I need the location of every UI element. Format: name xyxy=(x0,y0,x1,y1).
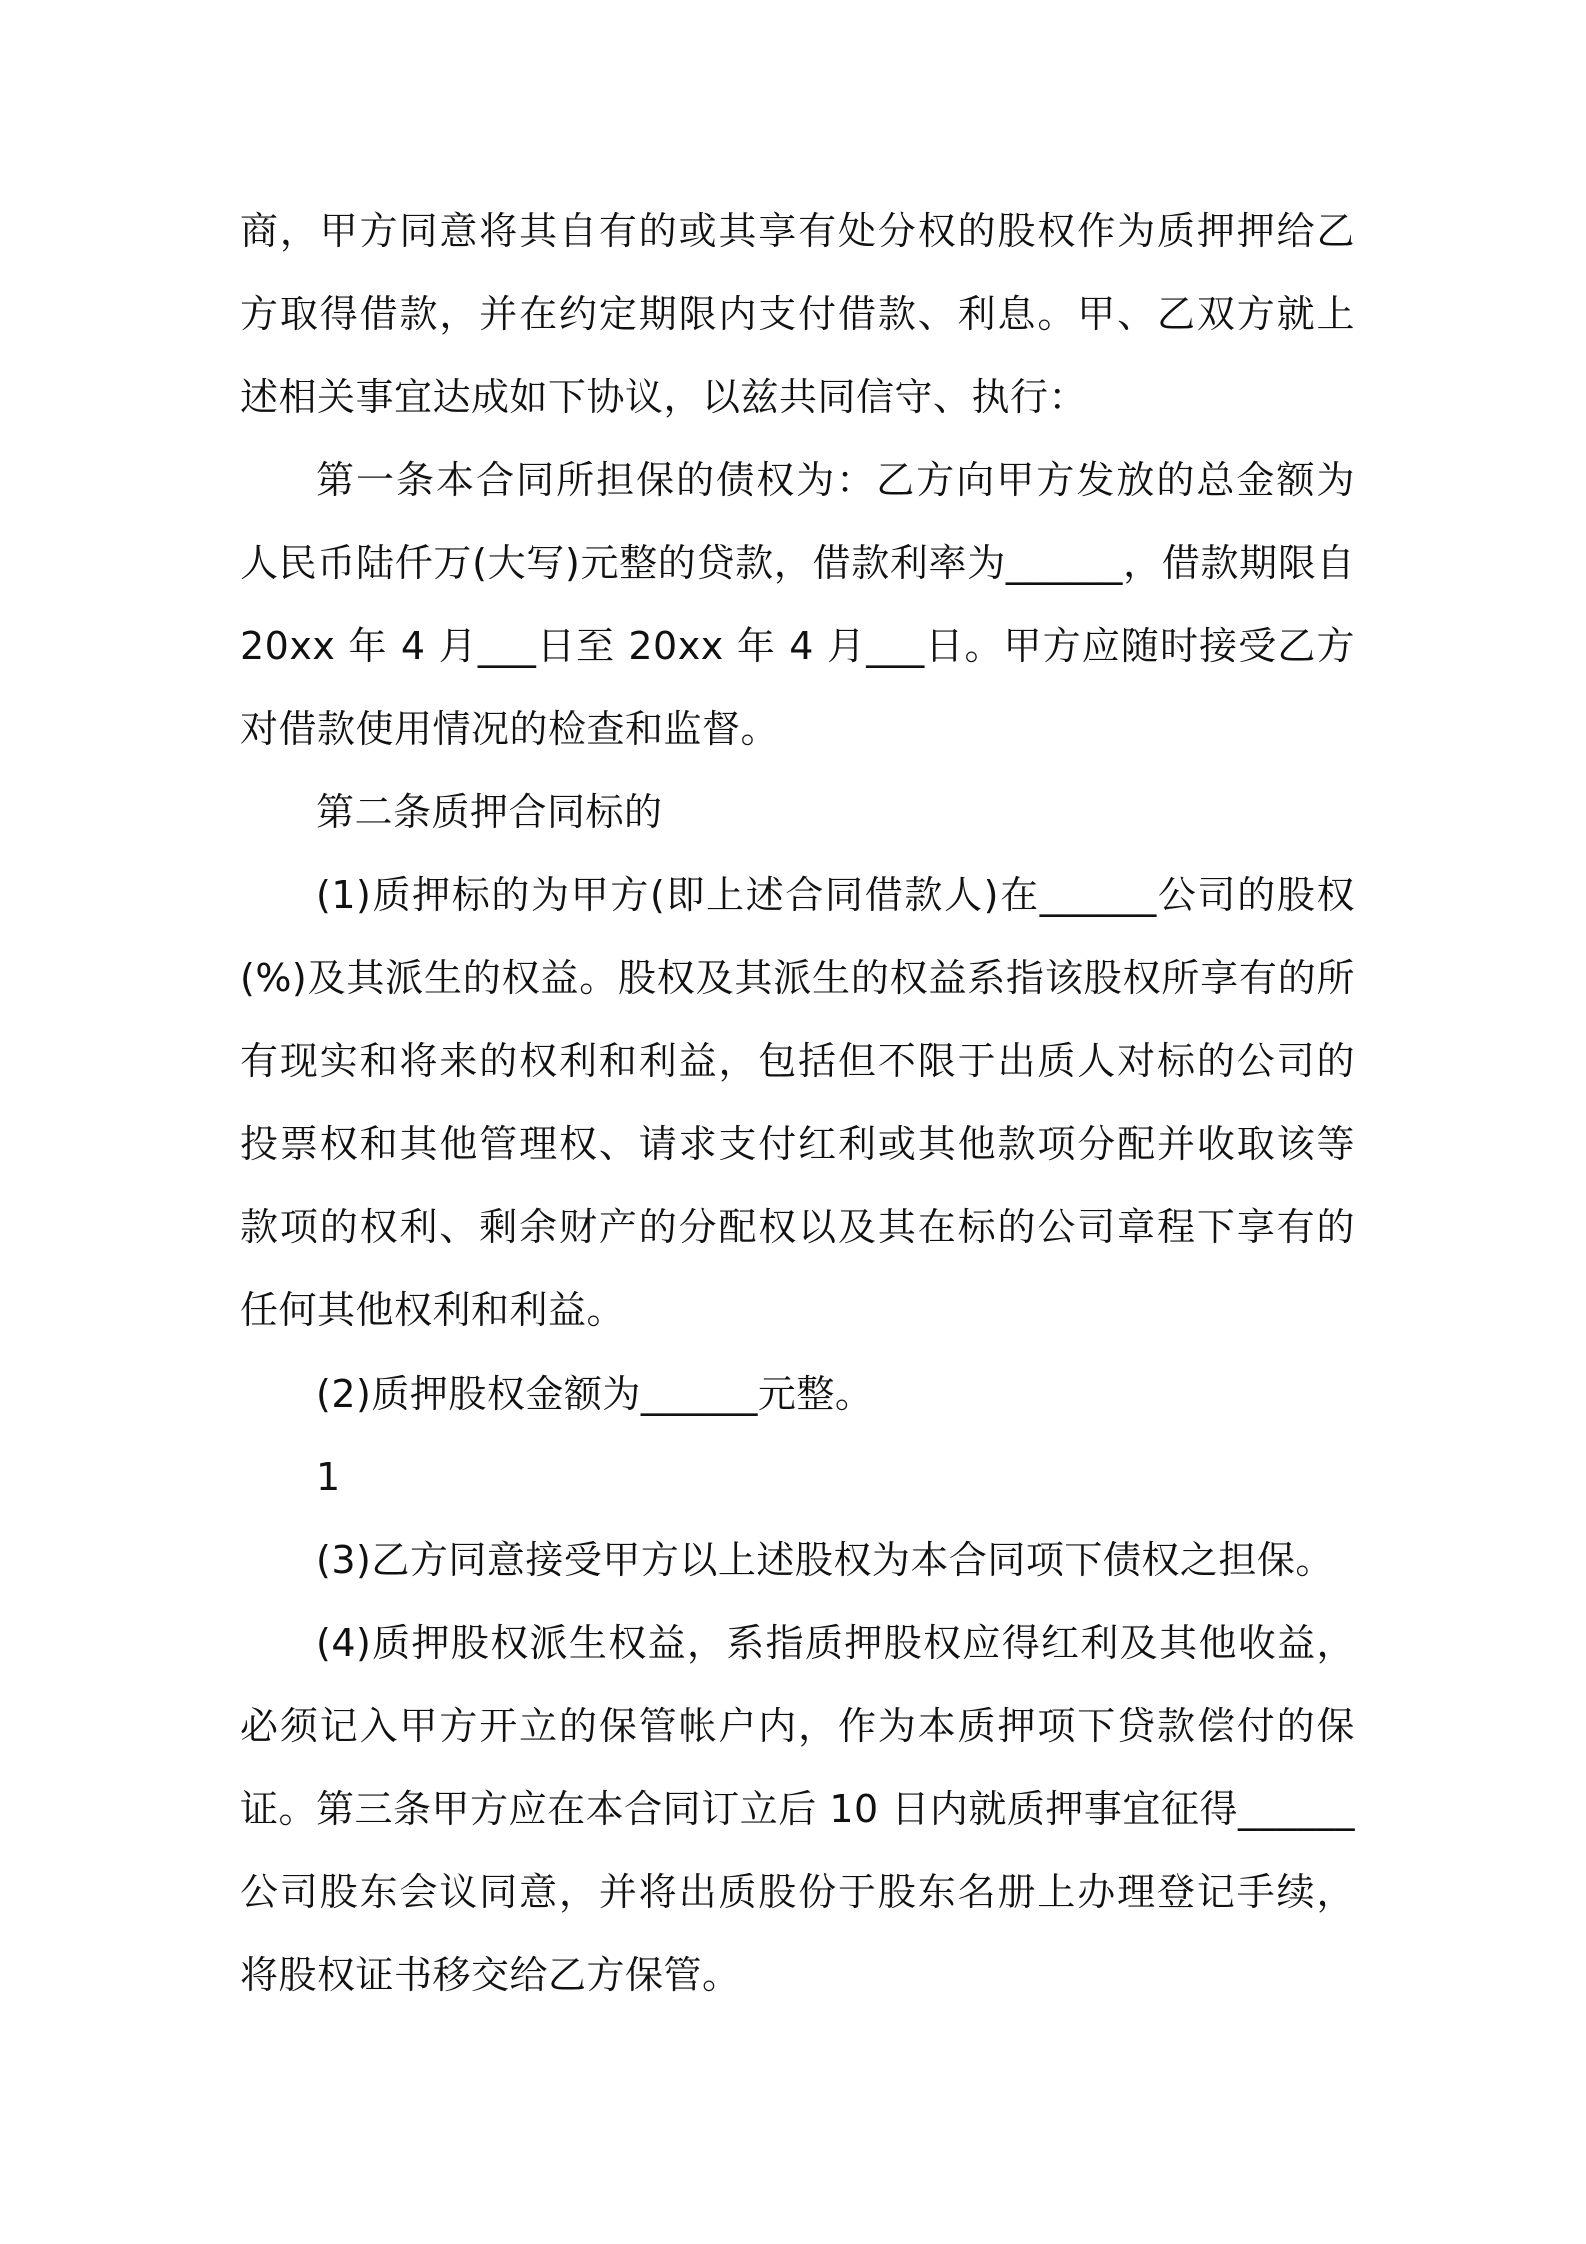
paragraph-article-2-heading: 第二条质押合同标的 xyxy=(316,790,663,834)
paragraph-clause-4: (4)质押股权派生权益，系指质押股权应得红利及其他收益，必须记入甲方开立的保管帐户内，作为本质押项下贷款偿付的保证。 xyxy=(240,1621,1355,1831)
paragraph-article-1: 第一条本合同所担保的债权为：乙方向甲方发放的总金额为人民币陆仟万(大写)元整的贷款，借款利率为______，借款期限自 20xx 年 4 月___日至 20xx 年 4 月___日。甲方应随时接受乙方对借款使用情况的检查和监督。 xyxy=(240,458,1355,751)
paragraph-clause-2: (2)质押股权金额为______元整。 xyxy=(316,1372,874,1416)
paragraph-clause-1: (1)质押标的为甲方(即上述合同借款人)在______公司的股权(%)及其派生的权益。股权及其派生的权益系指该股权所享有的所有现实和将来的权利和利益，包括但不限于出质人对标的公司的投票权和其他管理权、请求支付红利或其他款项分配并收取该等款项的权利、剩余财产的分配权以及其在标的公司章程下享有的任何其他权利和利益。 xyxy=(240,873,1355,1332)
paragraph-clause-3: (3)乙方同意接受甲方以上述股权为本合同项下债权之担保。 xyxy=(316,1538,1334,1582)
page-number: 1 xyxy=(316,1455,341,1499)
paragraph-article-3: 第三条甲方应在本合同订立后 10 日内就质押事宜征得______公司股东会议同意，并将出质股份于股东名册上办理登记手续，将股权证书移交给乙方保管。 xyxy=(240,1787,1355,1997)
paragraph-preamble: 商，甲方同意将其自有的或其享有处分权的股权作为质押押给乙方取得借款，并在约定期限内支付借款、利息。甲、乙双方就上述相关事宜达成如下协议，以兹共同信守、执行： xyxy=(240,209,1355,419)
